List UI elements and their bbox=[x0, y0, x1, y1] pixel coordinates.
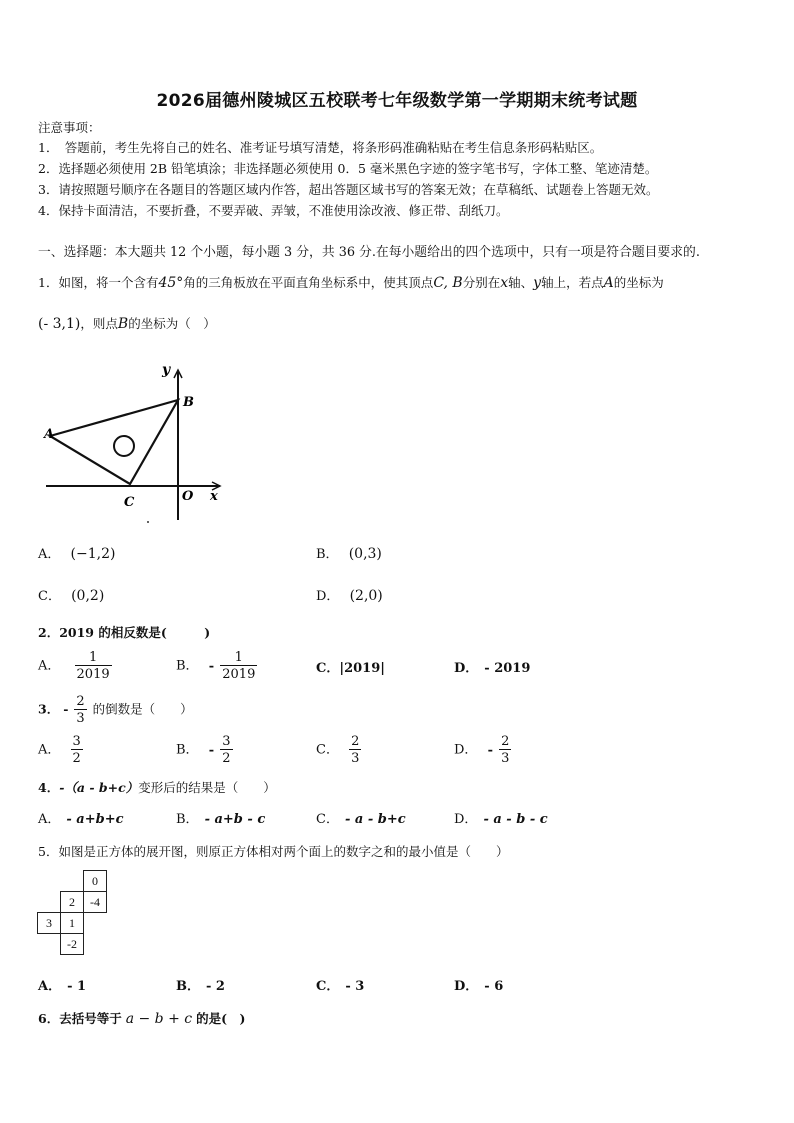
q1-coord: (- 3,1) bbox=[38, 316, 81, 332]
option-label: D． bbox=[454, 661, 479, 676]
q4-option-c[interactable] bbox=[316, 812, 406, 828]
q4-option-a[interactable] bbox=[38, 812, 124, 828]
numerator: 3 bbox=[222, 734, 231, 749]
label-b: B bbox=[183, 395, 194, 410]
q1-a-var: A bbox=[603, 275, 614, 291]
label-a: A bbox=[44, 427, 55, 442]
numerator: 1 bbox=[88, 650, 98, 665]
net-cell: 2 bbox=[61, 892, 84, 913]
net-cell: -2 bbox=[61, 934, 84, 955]
option-value: - a+b - c bbox=[204, 812, 266, 827]
q1-x-var: x bbox=[500, 275, 509, 291]
q3-suffix: 的倒数是（ ） bbox=[92, 701, 193, 717]
numerator: 2 bbox=[501, 734, 510, 749]
notice-item-2: 2．选择题必须使用 2B 铅笔填涂；非选择题必须使用 0．5 毫米黑色字迹的签字笔书写，字体工整、笔迹清楚。 bbox=[38, 161, 658, 176]
fraction bbox=[220, 650, 257, 682]
question-4-stem bbox=[38, 780, 276, 796]
q5-option-d[interactable] bbox=[454, 979, 503, 995]
option-label: C． bbox=[316, 661, 340, 676]
option-label: B． bbox=[176, 979, 200, 994]
net-cell: 0 bbox=[84, 871, 107, 892]
q3-prefix: 3． bbox=[38, 701, 60, 717]
question-3-stem bbox=[38, 694, 193, 726]
q2-option-d[interactable] bbox=[454, 661, 530, 677]
net-cell: 3 bbox=[38, 913, 61, 934]
minus-sign: - bbox=[487, 742, 493, 758]
triangle-hole bbox=[114, 436, 134, 456]
q1-text: 的坐标为 bbox=[613, 275, 664, 290]
question-1-stem-line2 bbox=[38, 316, 216, 332]
denominator: 3 bbox=[351, 751, 360, 766]
option-label: D． bbox=[454, 742, 478, 758]
label-x: x bbox=[210, 489, 218, 504]
q5-option-b[interactable] bbox=[176, 979, 225, 995]
question-5-stem: 5．如图是正方体的展开图，则原正方体相对两个面上的数字之和的最小值是（ ） bbox=[38, 844, 509, 859]
option-value: |2019| bbox=[339, 661, 385, 676]
q1-text: ，则点 bbox=[80, 316, 118, 331]
q5-option-a[interactable] bbox=[38, 979, 86, 995]
option-value: - 2019 bbox=[484, 661, 531, 676]
option-value: - 3 bbox=[345, 979, 365, 994]
option-value: (0,3) bbox=[348, 546, 382, 562]
label-o: O bbox=[182, 489, 194, 504]
q1-option-c[interactable] bbox=[38, 588, 104, 605]
q3-option-b[interactable] bbox=[176, 734, 235, 766]
option-value: - 2 bbox=[206, 979, 225, 994]
fraction bbox=[349, 734, 361, 766]
option-label: B． bbox=[176, 742, 199, 758]
minus-sign: - bbox=[63, 701, 69, 717]
notice-item-3: 3．请按照题号顺序在各题目的答题区域内作答，超出答题区域书写的答案无效；在草稿纸、试题卷上答题无效。 bbox=[38, 182, 659, 197]
fraction bbox=[71, 734, 83, 766]
q1-figure bbox=[38, 360, 228, 530]
option-label: D． bbox=[454, 812, 478, 827]
q4-expression: -（a - b+c） bbox=[59, 780, 139, 795]
numerator: 3 bbox=[72, 734, 81, 749]
notice-heading: 注意事项： bbox=[38, 120, 101, 135]
q1-text: 的坐标为（ ） bbox=[128, 316, 216, 331]
minus-sign: - bbox=[208, 658, 215, 674]
q1-option-a[interactable] bbox=[38, 546, 115, 563]
numerator: 1 bbox=[234, 650, 243, 665]
fraction bbox=[75, 650, 112, 682]
denominator: 2019 bbox=[76, 667, 110, 682]
net-cell: -4 bbox=[84, 892, 107, 913]
question-6-stem bbox=[38, 1011, 245, 1027]
q1-option-b[interactable] bbox=[316, 546, 382, 563]
q1-text: 1．如图，将一个含有 bbox=[38, 275, 159, 290]
option-value: - 6 bbox=[484, 979, 504, 994]
q1-text: 轴上，若点 bbox=[541, 275, 604, 290]
q1-cb: C, B bbox=[433, 275, 463, 291]
q1-text: 角的三角板放在平面直角坐标系中，使其顶点 bbox=[183, 275, 434, 290]
numerator: 2 bbox=[351, 734, 360, 749]
fraction bbox=[220, 734, 232, 766]
label-c: C bbox=[124, 495, 135, 510]
option-value: - a - b+c bbox=[344, 812, 406, 827]
denominator: 3 bbox=[501, 751, 510, 766]
notice-item-4: 4．保持卡面清洁，不要折叠，不要弄破、弄皱，不准使用涂改液、修正带、刮纸刀。 bbox=[38, 203, 509, 218]
page-title: 2026届德州陵城区五校联考七年级数学第一学期期末统考试题 bbox=[156, 91, 638, 111]
option-label: A． bbox=[38, 547, 61, 562]
q4-option-b[interactable] bbox=[176, 812, 265, 828]
q1-text: 分别在 bbox=[462, 275, 501, 290]
q2-option-c[interactable] bbox=[316, 661, 385, 677]
q1-option-d[interactable] bbox=[316, 588, 383, 605]
option-label: D． bbox=[454, 979, 479, 994]
option-label: C． bbox=[316, 742, 339, 758]
option-label: B． bbox=[176, 812, 199, 827]
option-value: - a - b - c bbox=[483, 812, 548, 827]
option-label: A． bbox=[38, 979, 62, 994]
question-1-stem bbox=[38, 275, 664, 291]
option-label: A． bbox=[38, 812, 61, 827]
denominator: 2 bbox=[222, 751, 231, 766]
notice-item-1: 1． 答题前，考生先将自己的姓名、准考证号填写清楚，将条形码准确粘贴在考生信息条形码粘贴区。 bbox=[38, 140, 603, 155]
denominator: 2019 bbox=[222, 667, 256, 682]
option-value: (2,0) bbox=[349, 588, 383, 604]
q4-option-d[interactable] bbox=[454, 812, 548, 828]
question-2-stem: 2．2019 的相反数是( ) bbox=[38, 625, 211, 640]
option-value: - a+b+c bbox=[66, 812, 124, 827]
dot-mark bbox=[147, 521, 149, 523]
q3-option-d[interactable] bbox=[454, 734, 513, 766]
q4-prefix: 4． bbox=[38, 780, 60, 795]
numerator: 2 bbox=[76, 694, 85, 709]
fraction bbox=[74, 694, 86, 726]
q3-option-a[interactable] bbox=[38, 734, 85, 766]
option-value: (0,2) bbox=[71, 588, 105, 604]
section-heading: 一、选择题：本大题共 12 个小题，每小题 3 分，共 36 分.在每小题给出的四个选项中，只有一项是符合题目要求的. bbox=[38, 245, 700, 260]
option-value: (−1,2) bbox=[70, 546, 116, 562]
denominator: 2 bbox=[72, 751, 81, 766]
q1-b-var: B bbox=[117, 316, 129, 332]
fraction bbox=[499, 734, 511, 766]
q1-text: 轴、 bbox=[508, 275, 534, 290]
q5-option-c[interactable] bbox=[316, 979, 364, 995]
q6-suffix: 的是( ) bbox=[196, 1011, 246, 1026]
q6-expression: a − b + c bbox=[125, 1011, 193, 1027]
net-cell: 1 bbox=[61, 913, 84, 934]
option-value: - 1 bbox=[67, 979, 87, 994]
option-label: C． bbox=[316, 979, 340, 994]
option-label: B． bbox=[316, 547, 339, 562]
option-label: C． bbox=[38, 589, 61, 604]
option-label: B． bbox=[176, 658, 199, 674]
q3-option-c[interactable] bbox=[316, 734, 363, 766]
q2-option-b[interactable] bbox=[176, 650, 259, 682]
option-label: D． bbox=[316, 589, 340, 604]
cube-net bbox=[37, 870, 107, 955]
option-label: C． bbox=[316, 812, 339, 827]
q2-option-a[interactable] bbox=[38, 650, 114, 682]
q4-suffix: 变形后的结果是（ ） bbox=[138, 780, 276, 795]
option-label: A． bbox=[38, 742, 61, 758]
label-y: y bbox=[162, 362, 171, 378]
q1-angle: 45° bbox=[158, 275, 184, 291]
denominator: 3 bbox=[76, 711, 85, 726]
q6-prefix: 6．去括号等于 bbox=[38, 1011, 122, 1026]
option-label: A． bbox=[38, 658, 61, 674]
q1-y-var: y bbox=[533, 275, 542, 291]
minus-sign: - bbox=[208, 742, 215, 758]
